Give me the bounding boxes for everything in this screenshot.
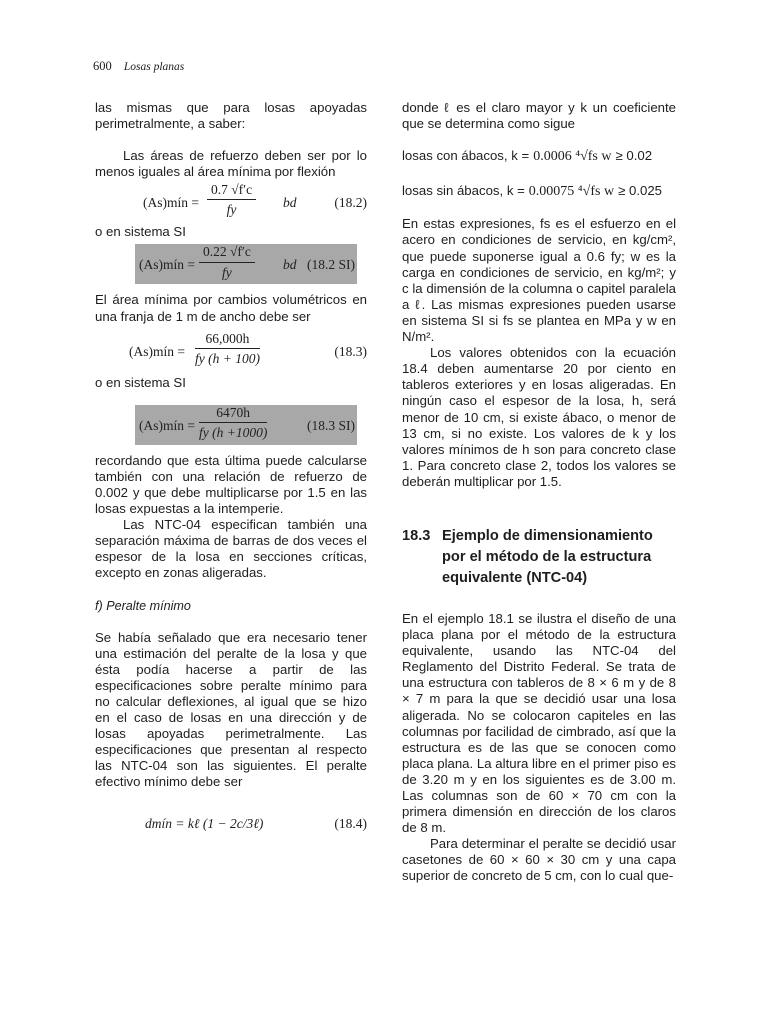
- paragraph: recordando que esta última puede calcularse también con una relación de refuerzo de 0.002 y que debe multiplicarse por 1.5 en las losas expuestas a la intemperie.: [95, 452, 367, 517]
- paragraph: Para determinar el peralte se decidió usar casetones de 60 × 60 × 30 cm y una capa superior de concreto de 5 cm, con lo cual que-: [402, 836, 676, 884]
- paragraph: Los valores obtenidos con la ecuación 18.4 deben aumentarse 20 por ciento en tableros exteriores y en losas aligeradas. En ningún caso el espesor de la losa, h, será menor de 10 cm, si existe ábaco, o menor de 13 cm, si no existe. Los valores de k y los valores mínimos de h son para concreto clase 1. Para concreto clase 2, todos los valores se deberán multiplicar por 1.5.: [402, 345, 676, 489]
- equation-fraction: [199, 405, 267, 441]
- equation-18-2: [95, 182, 367, 222]
- k-label: losas sin ábacos, k =: [402, 183, 525, 199]
- k-formula: 0.00075 ⁴√fs w: [528, 184, 615, 200]
- equation-fraction: [195, 331, 260, 367]
- denominator: fy: [226, 202, 237, 218]
- paragraph: Las NTC-04 especifican también una separación máxima de barras de dos veces el espesor de la losa en secciones críticas, excepto en zonas aligeradas.: [95, 517, 367, 581]
- paragraph: las mismas que para losas apoyadas perimetralmente, a saber:: [95, 100, 367, 132]
- equation-tail: bd: [283, 257, 297, 273]
- paragraph: En el ejemplo 18.1 se ilustra el diseño de una placa plana por el método de la estructura equivalente, usando las NTC-04 del Reglamento del Distrito Federal. Se trata de una estructura con tableros de 8 × 6 m y de 8 × 7 m para la que se decidió usar una losa aligerada. No se colocaron capiteles en las columnas por facilidad de cimbrado, así que la estructura es de las que se conocen como placa plana. La altura libre en el primer piso es de 3.20 m y en los siguientes es de 3.00 m. Las columnas son de 60 × 70 cm con la primera dimensión en dirección de los claros de 8 m.: [402, 610, 676, 836]
- equation-lhs: (As)mín =: [139, 417, 195, 433]
- numerator: 6470h: [199, 405, 267, 423]
- paragraph: En estas expresiones, fs es el esfuerzo en el acero en condiciones de servicio, en kg/cm², que puede suponerse igual a 0.6 fy; w es la carga en condiciones de servicio, en kg/m²; y c la dimensión de la columna o capitel paralela a ℓ. Las mismas expresiones pueden usarse en sistema SI si fs se plantea en MPa y w en N/m².: [402, 216, 676, 345]
- page-number: 600: [93, 59, 112, 73]
- equation-number: (18.4): [334, 815, 367, 831]
- subsection-heading: f) Peralte mínimo: [95, 598, 191, 613]
- equation-tail: bd: [283, 195, 297, 211]
- left-column: [95, 100, 367, 843]
- equation-18-2-si: [135, 244, 357, 284]
- section-number: 18.3: [402, 527, 431, 544]
- equation-fraction: [199, 244, 255, 280]
- paragraph: El área mínima por cambios volumétricos en una franja de 1 m de ancho debe ser: [95, 292, 367, 324]
- numerator: 0.22 √f′c: [199, 244, 255, 262]
- numerator: 0.7 √f′c: [207, 182, 256, 200]
- equation-number: (18.2): [334, 195, 367, 211]
- equation-18-3: [95, 331, 367, 371]
- paragraph: o en sistema SI: [95, 224, 186, 240]
- equation-number: (18.3): [334, 343, 367, 359]
- paragraph: Se había señalado que era necesario tener una estimación del peralte de la losa y que ésta podía hacerse a partir de las especificaciones sobre peralte mínimo para no calcular deflexiones, al igual que se hizo en el caso de losas en una dirección y de losas apoyadas perimetralmente. Las especificaciones que presentan al respecto las NTC-04 son las siguientes. El peralte efectivo mínimo debe ser: [95, 629, 367, 790]
- denominator: fy (h +1000): [199, 424, 268, 440]
- denominator: fy: [222, 264, 232, 280]
- equation-18-3-si: [135, 405, 357, 445]
- paragraph: Las áreas de refuerzo deben ser por lo menos iguales al área mínima por flexión: [95, 148, 367, 180]
- k-label: losas con ábacos, k =: [402, 148, 530, 164]
- right-column: [402, 100, 676, 885]
- section-heading: [402, 526, 676, 589]
- equation-lhs: (As)mín =: [139, 257, 195, 273]
- equation-lhs: (As)mín =: [143, 195, 199, 211]
- equation-lhs: (As)mín =: [129, 343, 185, 359]
- k-formula: 0.0006 ⁴√fs w: [533, 149, 612, 165]
- paragraph: donde ℓ es el claro mayor y k un coeficiente que se determina como sigue: [402, 100, 676, 132]
- numerator: 66,000h: [195, 331, 260, 349]
- k-formula-with-abacus: [402, 148, 676, 165]
- denominator: fy (h + 100): [195, 350, 260, 366]
- page-header: [93, 58, 184, 75]
- section-title: Ejemplo de dimensionamiento por el método de la estructura equivalente (NTC-04): [442, 527, 653, 586]
- paragraph: o en sistema SI: [95, 374, 186, 390]
- equation-fraction: [207, 182, 256, 218]
- equation-18-4: [95, 803, 367, 843]
- running-title: Losas planas: [123, 61, 185, 73]
- k-condition: ≥ 0.025: [618, 183, 662, 199]
- equation-number: (18.2 SI): [307, 257, 355, 273]
- equation-number: (18.3 SI): [307, 417, 355, 433]
- equation-formula: dmín = kℓ (1 − 2c/3ℓ): [145, 815, 264, 831]
- k-formula-without-abacus: [402, 183, 676, 200]
- k-condition: ≥ 0.02: [615, 148, 653, 164]
